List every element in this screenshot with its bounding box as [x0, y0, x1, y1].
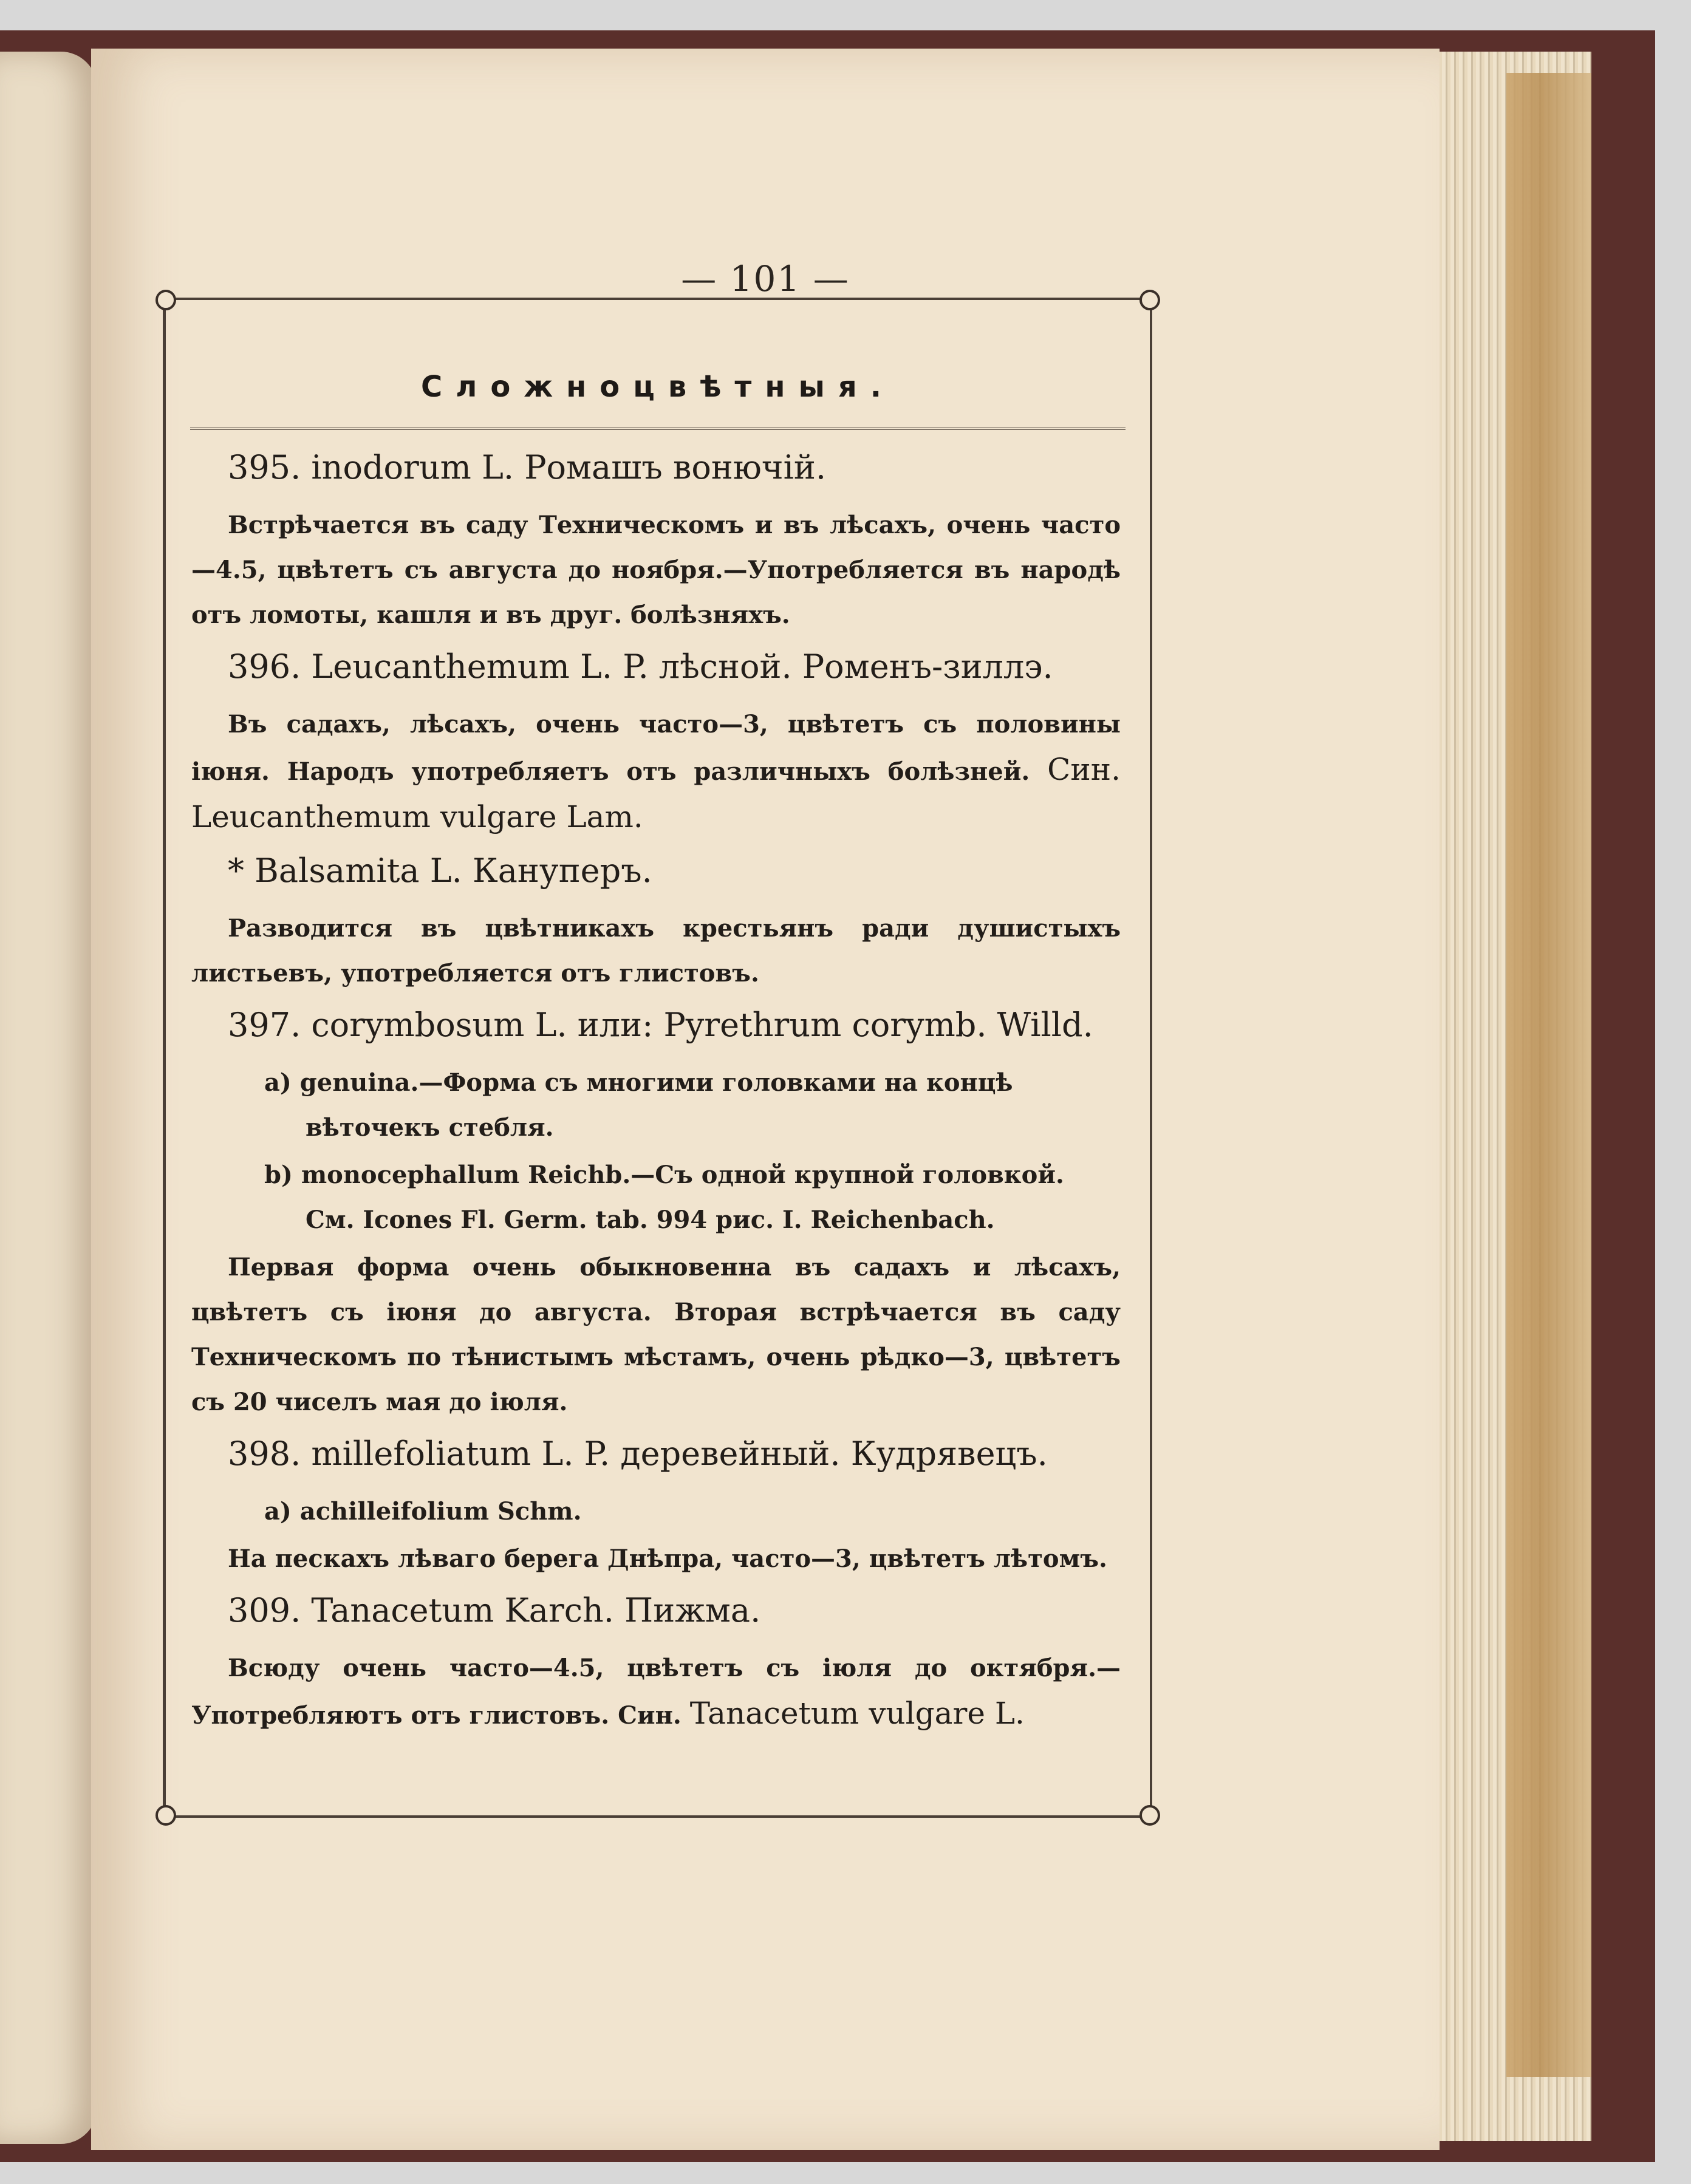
entry-396-synonym: Син. Leucanthemum vulgare Lam. — [191, 752, 1121, 834]
entry-397-sub-b: b) monocephallum Reichb.—Съ одной крупной головкой. См. Icones Fl. Germ. tab. 994 рис. I. Reichenbach. — [264, 1161, 1064, 1234]
entry-309-synonym: Tanacetum vulgare L. — [689, 1696, 1025, 1731]
entry-397-text: Первая форма очень обыкновенна въ садахъ и лѣсахъ, цвѣтетъ съ іюня до августа. Вторая встрѣчается въ саду Техническомъ по тѣнистымъ мѣстамъ, очень рѣдко—3, цвѣтетъ съ 20 чиселъ мая до іюля. — [191, 1253, 1121, 1416]
entry-398-sub-a: а) achilleifolium Schm. — [264, 1497, 582, 1526]
section-title: Сложноцвѣтныя. — [421, 370, 895, 404]
entry-396-heading: 396. Leucanthemum L. P. лѣсной. Роменъ-зиллэ. — [228, 647, 1053, 686]
entry-309-text-body: Всюду очень часто—4.5, цвѣтетъ съ іюля до октября.—Употребляютъ отъ глистовъ. Син. — [191, 1654, 1121, 1730]
entry-396-text — [191, 702, 1121, 842]
entry-309-text — [191, 1646, 1121, 1738]
content-frame — [163, 298, 1152, 1818]
entry-398-heading: 398. millefoliatum L. P. деревейный. Кудрявецъ. — [228, 1435, 1048, 1473]
page-edge-stain — [1506, 73, 1591, 2077]
title-rule — [190, 428, 1126, 430]
entry-397-sub-a: а) genuina.—Форма съ многими головками на концѣ вѣточекъ стебля. — [264, 1068, 1013, 1142]
entry-309-heading: 309. Tanacetum Karch. Пижма. — [228, 1591, 761, 1629]
corner-ornament — [1139, 290, 1160, 310]
entry-398-text: На пескахъ лѣваго берега Днѣпра, часто—3, цвѣтетъ лѣтомъ. — [228, 1544, 1107, 1573]
corner-ornament — [155, 290, 176, 310]
entry-395-heading: 395. inodorum L. Ромашъ вонючій. — [228, 448, 826, 486]
book-page — [91, 49, 1440, 2150]
page-content — [191, 446, 1121, 1745]
entry-395-text: Встрѣчается въ саду Техническомъ и въ лѣсахъ, очень часто —4.5, цвѣтетъ съ августа до ноября.—Употребляется въ народѣ отъ ломоты, кашля и въ друг. болѣзняхъ. — [191, 511, 1121, 629]
entry-396-text-body: Въ садахъ, лѣсахъ, очень часто—3, цвѣтетъ съ половины іюня. Народъ употребляетъ отъ различныхъ болѣзней. — [191, 710, 1121, 786]
entry-balsamita-heading: * Balsamita L. Кануперъ. — [228, 851, 652, 890]
entry-balsamita-text: Разводится въ цвѣтникахъ крестьянъ ради душистыхъ листьевъ, употребляется отъ глистовъ. — [191, 914, 1121, 988]
corner-ornament — [1139, 1805, 1160, 1826]
entry-397-heading: 397. corymbosum L. или: Pyrethrum corymb. Willd. — [228, 1006, 1093, 1044]
left-page-edge — [0, 52, 97, 2144]
corner-ornament — [155, 1805, 176, 1826]
page-number: — 101 — — [681, 258, 850, 299]
